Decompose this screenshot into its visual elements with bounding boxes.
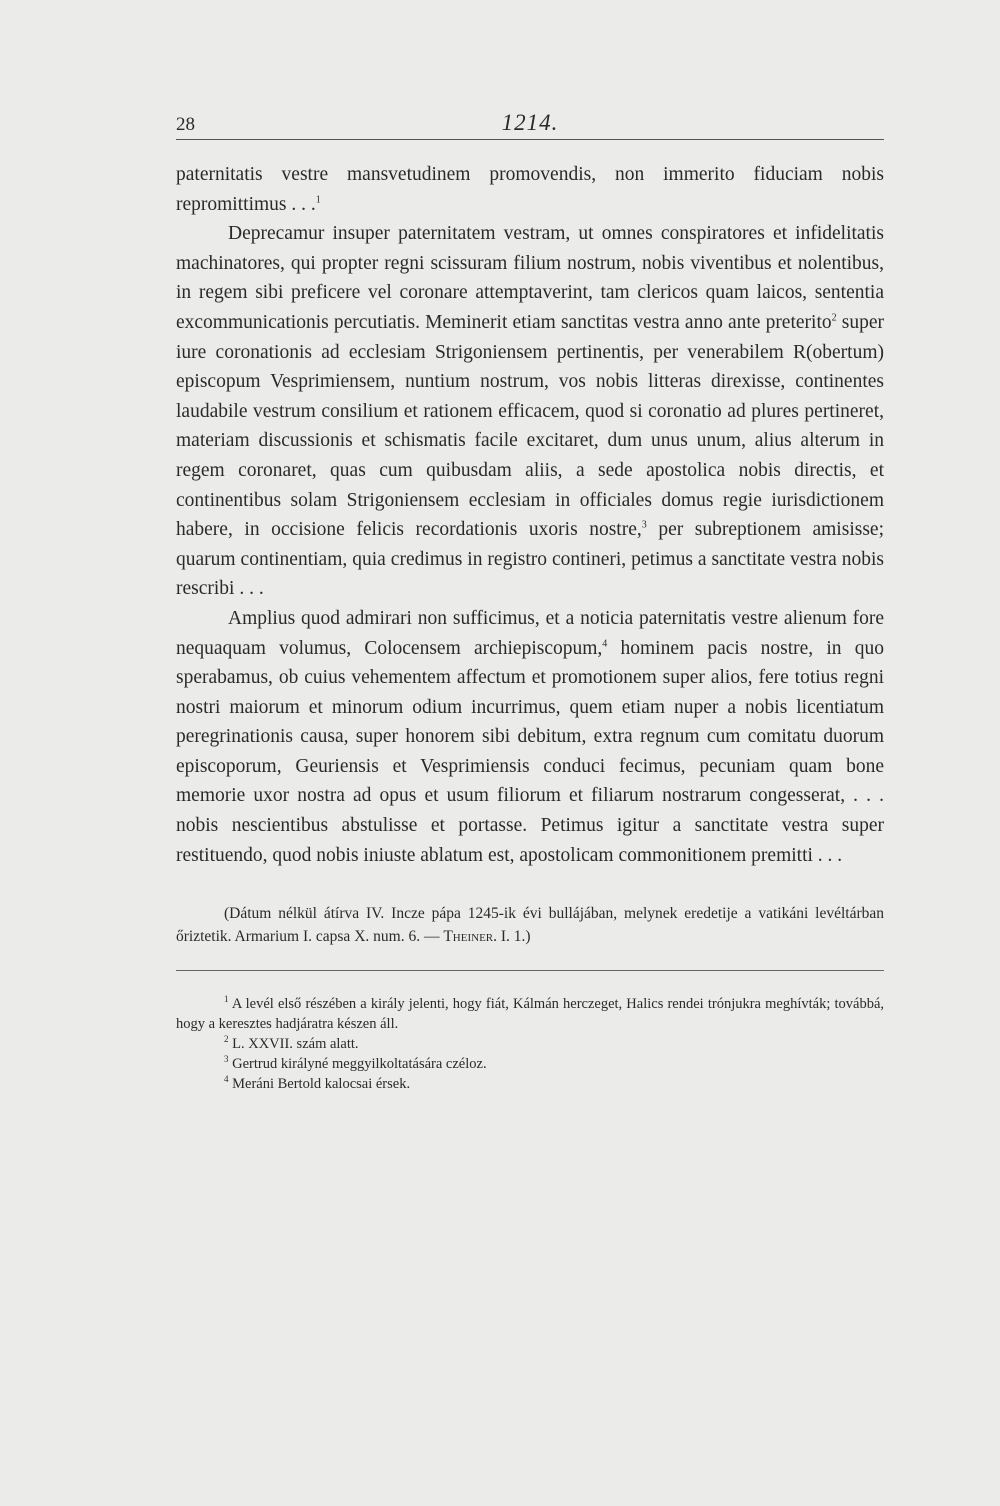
header-rule bbox=[176, 139, 884, 140]
page-number: 28 bbox=[176, 114, 195, 135]
paragraph-1: paternitatis vestre mansvetudinem promovendis, non immerito fiduciam nobis repromittimus . . .$^1$ bbox=[176, 164, 884, 215]
footnote-ref-2: 2 bbox=[831, 312, 837, 324]
footnote-2: $^2$ L. XXVII. szám alatt. bbox=[224, 1034, 359, 1052]
footnote-rule bbox=[176, 970, 884, 971]
main-text bbox=[176, 160, 884, 870]
running-head-year: 1214. bbox=[501, 110, 559, 135]
footnote-ref-1: 1 bbox=[315, 194, 321, 206]
page-header bbox=[176, 110, 884, 140]
footnotes bbox=[176, 994, 884, 1094]
paragraph-3: Amplius quod admirari non sufficimus, et a noticia paternitatis vestre alienum fore nequaquam volumus, Colocensem archiepiscopum,$^4$ hominem pacis nostre, in quo sperabamus, ob cuius vehementem affectum et promotionem super alios, fere totius regni nostri maiorum et minorum odium incurrimus, quem etiam nuper a nobis licentiatum peregrinationis causa, super honorem sibi debitum, extra regnum cum comitatu duorum episcoporum, Geuriensis et Vesprimiensis conduci fecimus, pecuniam quam bone memorie uxor nostra ad opus et usum filiorum et filiarum nostrarum congesserat, . . . nobis nescientibus abstulisse et portasse. Petimus igitur a sanctitate vestra super restituendo, quod nobis iniuste ablatum est, apostolicam commonitionem premitti . . . bbox=[176, 607, 884, 866]
footnote-4: $^4$ Meráni Bertold kalocsai érsek. bbox=[224, 1074, 411, 1092]
footnote-ref-3: 3 bbox=[641, 519, 647, 531]
source-note: (Dátum nélkül átírva IV. Incze pápa 1245-ik évi bullájában, melynek eredetije a vatikáni levéltárban őriztetik. Armarium I. capsa X. num. 6. — Theiner. I. 1.) bbox=[176, 905, 884, 945]
footnote-3: $^3$ Gertrud királyné meggyilkoltatására czéloz. bbox=[224, 1054, 487, 1072]
footnote-1: $^1$ A levél első részében a király jelenti, hogy fiát, Kálmán herczeget, Halics rendei trónjukra meghívták; továbbá, hogy a keresztes hadjáratra készen áll. bbox=[176, 994, 885, 1032]
footnote-ref-4: 4 bbox=[602, 638, 608, 649]
source-author: Theiner. bbox=[443, 928, 497, 945]
paragraph-2: Deprecamur insuper paternitatem vestram, ut omnes conspiratores et infidelitatis machinatores, qui propter regni scissuram filium nostrum, nobis viventibus et nolentibus, in regem sibi preficere vel coronare attemptaverint, tam clericos quam laicos, sententia excommunicationis percutiatis. Meminerit etiam sanctitas vestra anno ante preterito$^2$ super iure coronationis ad ecclesiam Strigoniensem pertinentis, per venerabilem R(obertum) episcopum Vesprimiensem, nuntium nostrum, vos nobis litteras direxisse, continentes laudabile vestrum consilium et rationem efficacem, quod si coronatio ad plures pertineret, materiam discussionis et schismatis facile excitaret, dum unus unum, alius alterum in regem coronaret, quas cum quibusdam aliis, a sede apostolica nobis directis, et continentibus solam Strigoniensem ecclesiam in officiales domus regie iurisdictionem habere, in occisione felicis recordationis uxoris nostre,$^3$ per subreptionem amisisse; quarum continentiam, quia credimus in registro contineri, petimus a sanctitate vestra nobis rescribi . . . bbox=[176, 223, 884, 600]
